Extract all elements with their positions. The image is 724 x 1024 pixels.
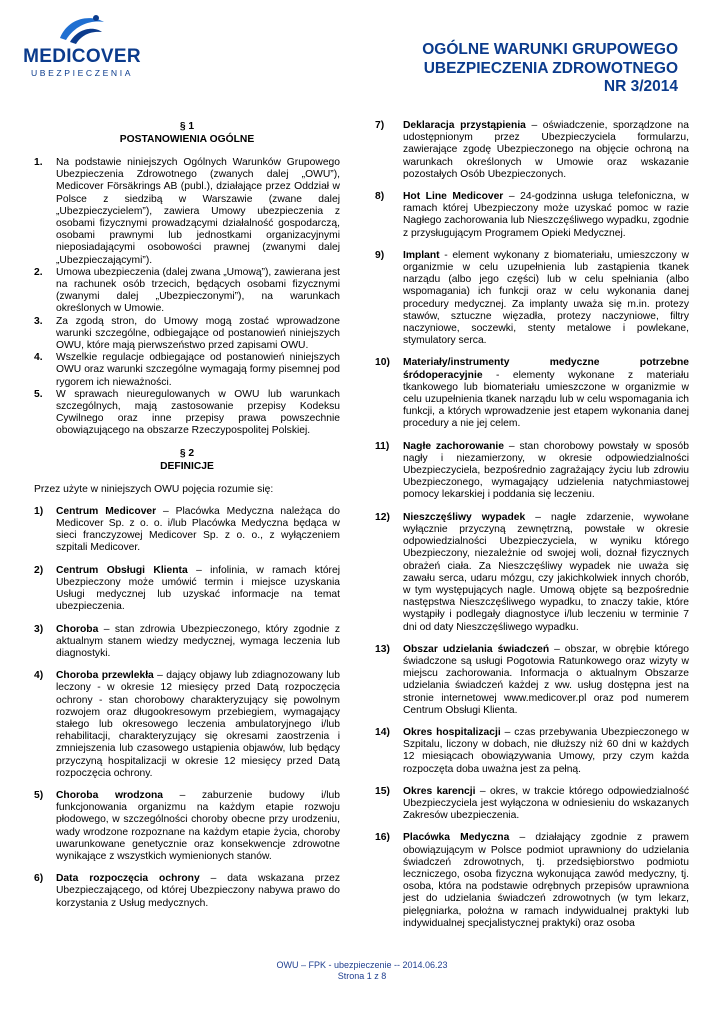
list-item: 3. Za zgodą stron, do Umowy mogą zostać wprowadzone warunki szczególne, odbiegające od postanowień niniejszych OWU, które mają pierwszeństwo przed zapisami OWU.	[34, 315, 340, 352]
section-title: POSTANOWIENIA OGÓLNE	[119, 134, 255, 145]
definition-item: 13) Obszar udzielania świadczeń – obszar, w obrębie którego świadczone są usługi Pogotowia Ratunkowego oraz wizyty w miejscu zachorowania. Informacja o aktualnym Obszarze udzielania świadczeń każdej z ww. usług dostępna jest na stronie internetowej www.medicover.pl oraz pod numerem Centrum Obsługi Klienta.	[375, 643, 689, 716]
definition-item: 3) Choroba – stan zdrowia Ubezpieczonego, który zgodnie z aktualnym stanem wiedzy medycznej, wymaga leczenia lub diagnostyki.	[34, 623, 340, 659]
list-item: 1. Na podstawie niniejszych Ogólnych Warunków Grupowego Ubezpieczenia Zdrowotnego (zwanych dalej „OWU”), Medicover Försäkrings AB (publ.), działające przez Oddział w Polsce z siedzibą w Warszawie (zwane dalej „Ubezpieczycielem”), zawiera Umowy ubezpieczenia z osobami fizycznymi prowadzącymi działalność gospodarczą, osobami prawnymi lub jednostkami organizacyjnymi nieposiadającymi osobowości prawnej (zwanymi dalej „Ubezpieczającymi”).	[34, 157, 340, 266]
definition-item: 16) Placówka Medyczna – działający zgodnie z prawem obowiązującym w Polsce podmiot uprawniony do udzielania świadczeń zdrowotnych, tj. przedsiębiorstwo podmiotu leczniczego, osoba fizyczna wykonująca zawód medyczny, tj. osoba, która na podstawie odrębnych przepisów uprawniona jest do udzielania świadczeń zdrowotnych (w tym lekarz, pielęgniarka, położna w ramach indywidualnej praktyki lub indywidualnej specjalistycznej praktyki) oraz osoba	[375, 832, 689, 929]
section-2-heading	[34, 447, 340, 473]
general-provisions-list	[34, 157, 340, 438]
definitions-intro: Przez użyte w niniejszych OWU pojęcia rozumie się:	[34, 483, 274, 495]
definition-item: 15) Okres karencji – okres, w trakcie którego odpowiedzialność Ubezpieczyciela jest wyłączona w odniesieniu do wskazanych Zakresów ubezpieczenia.	[375, 785, 690, 822]
section-number: § 1	[179, 121, 195, 132]
list-item: 5. W sprawach nieuregulowanych w OWU lub warunkach szczególnych, mają zastosowanie przepisy Kodeksu Cywilnego oraz inne przepisy prawa powszechnie obowiązującego na obszarze Rzeczypospolitej Polskiej.	[34, 388, 340, 437]
definition-item: 2) Centrum Obsługi Klienta – infolinia, w ramach której Ubezpieczony może umówić termin i miejsce uzyskania Usługi medycznej lub uzyskać informacje na temat ubezpieczenia.	[34, 564, 340, 613]
section-title: DEFINICJE	[160, 460, 214, 472]
section-1-heading	[34, 120, 340, 146]
list-item: 4. Wszelkie regulacje odbiegające od postanowień niniejszych OWU oraz warunki szczególne wymagają formy pisemnej pod rygorem ich nieważności.	[34, 352, 340, 388]
definition-item: 5) Choroba wrodzona – zaburzenie budowy i/lub funkcjonowania organizmu na każdym etapie rozwoju płodowego, w szczególności choroby obecne przy urodzeniu, wady wrodzone rozpoznane na każdym etapie życia, choroby uwarunkowane genetycznie oraz konsekwencje zdrowotne wynikające z wszystkich wymienionych stanów.	[34, 789, 340, 862]
page-footer	[0, 960, 724, 982]
definition-item: 1) Centrum Medicover – Placówka Medyczna należąca do Medicover Sp. z o. o. i/lub Placówka Medyczna będąca w sieci franczyzowej Medicover Sp. z o. o., z wyłączeniem szpitali Medicover.	[34, 505, 340, 554]
definition-item: 8) Hot Line Medicover – 24-godzinna usługa telefoniczna, w ramach której Ubezpieczony może uzyskać pomoc w razie Nagłego zachorowania lub Nieszczęśliwego wypadku, zgodnie z przysługującym Programem Opieki Medycznej.	[375, 191, 689, 239]
definition-item: 11) Nagłe zachorowanie – stan chorobowy powstały w sposób nagły i niezamierzony, w okresie odpowiedzialności Ubezpieczyciela, bezpośrednio zagrażający życiu lub zdrowiu Ubezpieczonego, wymagający udzielenia natychmiastowej pomocy lekarskiej i poddania się leczeniu.	[375, 440, 689, 501]
definition-item: 4) Choroba przewlekła – dający objawy lub zdiagnozowany lub leczony - w okresie 12 miesięcy przed Datą rozpoczęcia ochrony - stan chorobowy charakteryzujący się powolnym rozwojem oraz długookresowym przebiegiem, wymagający stałego lub okresowego leczenia ambulatoryjnego i/lub rehabilitacji, charakteryzujący się okresami zaostrzenia i zmniejszenia lub czasowego ustąpienia objawów, lub będący przyczyną hospitalizacji w okresie 12 miesięcy przed Datą rozpoczęcia ochrony.	[34, 670, 340, 779]
footer-page-number: Strona 1 z 8	[337, 971, 387, 981]
section-number: § 2	[179, 447, 195, 459]
footer-doc-id: OWU – FPK - ubezpieczenie -- 2014.06.23	[276, 960, 448, 970]
logo-sub: UBEZPIECZENIA	[30, 68, 134, 78]
medicover-swoosh-icon	[56, 12, 108, 46]
definitions-list-left	[34, 506, 340, 910]
definition-item: 9) Implant - element wykonany z biomateriału, umieszczony w organizmie w celu uzupełnienia lub zastąpienia tkanek narządu (albo jego części) lub w celu spełniania (albo wspomagania) ich funkcji oraz w celu wykonania danej procedury medycznej. Za implanty uważa się m.in. protezy stawów, sztuczne więzadła, protezy naczyniowe, filtry naczyniowe, soczewki, stenty metalowe i powlekane, stymulatory serca.	[375, 249, 689, 347]
logo-brand: MEDICOVER	[23, 46, 141, 67]
document-title	[422, 41, 678, 97]
definition-item: 12) Nieszczęśliwy wypadek – nagłe zdarzenie, wywołane wyłącznie przyczyną zewnętrzną, powstałe w okresie odpowiedzialności Ubezpieczyciela, w wyniku którego Ubezpieczony, niezależnie od swojej woli, doznał fizycznych obrażeń ciała. Za Nieszczęśliwy wypadek nie uważa się zawału serca, udaru mózgu, czy jakichkolwiek innych chorób, w tym występujących nagle. Umową objęte są bezpośrednie następstwa Nieszczęśliwego wypadku, to znaczy takie, które wystąpiły i podlegały diagnostyce i/lub leczeniu w terminie 7 dni od daty Nieszczęśliwego wypadku.	[375, 511, 689, 633]
medicover-logo	[22, 12, 142, 80]
definitions-list-right	[375, 120, 689, 930]
definition-item: 6) Data rozpoczęcia ochrony – data wskazana przez Ubezpieczającego, od której Ubezpieczony nabywa prawo do korzystania z Usług medycznych.	[34, 873, 340, 909]
list-item: 2. Umowa ubezpieczenia (dalej zwana „Umową”), zawierana jest na rachunek osób trzecich, będących osobami fizycznymi (zwanymi dalej „Ubezpieczonymi”), na warunkach określonych w Umowie.	[34, 266, 340, 315]
title-line-2: UBEZPIECZENIA ZDROWOTNEGO	[423, 59, 678, 77]
title-line-3: NR 3/2014	[603, 78, 678, 95]
left-column	[34, 120, 340, 920]
definition-item: 10) Materiały/instrumenty medyczne potrzebne śródoperacyjnie - elementy wykonane z materiału tkankowego lub biomateriału umieszczone w organizmie w celu uzupełnienia tkanek narządu lub w celu wspomagania ich funkcji, a których wprowadzenie jest etapem wykonania danej procedury a nie jej celem.	[375, 357, 689, 430]
title-line-1: OGÓLNE WARUNKI GRUPOWEGO	[422, 41, 678, 58]
definition-item: 14) Okres hospitalizacji – czas przebywania Ubezpieczonego w Szpitalu, liczony w dobach, nie dłuższy niż 60 dni w każdych 12 miesiącach obowiązywania Umowy, przy czym każda rozpoczęta doba uważna jest za pełną.	[375, 726, 689, 775]
right-column	[375, 120, 689, 940]
definition-item: 7) Deklaracja przystąpienia – oświadczenie, sporządzone na udostępnionym przez Ubezpieczyciela formularzu, zawierające zgodę Ubezpieczonego na objęcie ochroną na warunkach określonych w Umowie oraz wskazanie pozostałych Osób Ubezpieczonych.	[375, 120, 689, 180]
